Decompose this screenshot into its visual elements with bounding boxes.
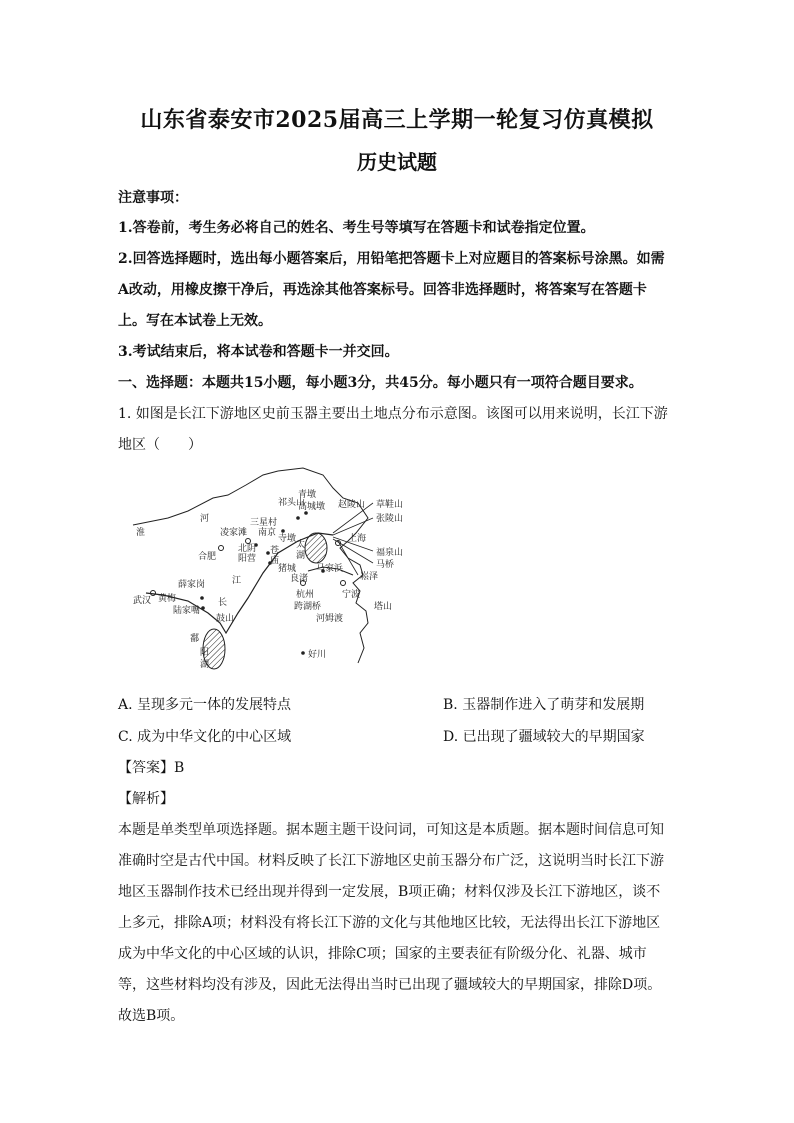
analysis-heading: 【解析】 bbox=[118, 791, 174, 807]
question-1-stem: 1. 如图是长江下游地区史前玉器主要出土地点分布示意图。该图可以用来说明，长江下游 bbox=[118, 406, 668, 422]
notes-heading: 注意事项： bbox=[118, 190, 188, 206]
option-c: C. 成为中华文化的中心区域 bbox=[118, 729, 292, 745]
map-label-zhangling: 张陵山 bbox=[376, 514, 404, 524]
map-label-yangying: 阳营 bbox=[238, 554, 257, 564]
map-label-maqiao: 马桥 bbox=[376, 560, 395, 570]
map-label-dongcheng: 猪城 bbox=[278, 564, 297, 574]
answer: 【答案】B bbox=[118, 760, 185, 776]
map-label-sidun: 寺墩 bbox=[278, 534, 297, 544]
map-label-po-2: 阳 bbox=[200, 648, 210, 658]
map-label-hemudu: 河姆渡 bbox=[316, 614, 344, 624]
map-label-majiabang: 马家浜 bbox=[316, 564, 344, 574]
note-item-2-end: 上。写在本试卷上无效。 bbox=[118, 313, 272, 329]
map-label-hefei: 合肥 bbox=[198, 552, 217, 562]
jade-site-map bbox=[128, 463, 418, 673]
map-label-shanghai: 上海 bbox=[348, 534, 367, 544]
map-label-chang: 长 bbox=[218, 598, 228, 608]
map-label-po-1: 鄱 bbox=[190, 634, 200, 644]
map-label-jiang: 江 bbox=[232, 576, 242, 586]
question-1-stem-cont: 地区（ ） bbox=[118, 437, 202, 453]
option-d: D. 已出现了疆域较大的早期国家 bbox=[443, 729, 645, 745]
taihu-lake bbox=[305, 533, 327, 563]
note-item-3: 3.考试结束后，将本试卷和答题卡一并交回。 bbox=[118, 344, 399, 360]
analysis-line-5: 成为中华文化的中心区域的认识，排除C项；国家的主要表征有阶级分化、礼器、城市 bbox=[118, 946, 647, 962]
map-label-beiyin: 北阴 bbox=[238, 544, 257, 554]
note-item-2: 2.回答选择题时，选出每小题答案后，用铅笔把答题卡上对应题目的答案标号涂黑。如需 bbox=[118, 251, 665, 267]
analysis-line-6: 等，这些材料均没有涉及，因此无法得出当时已出现了疆域较大的早期国家，排除D项。 bbox=[118, 977, 662, 993]
map-label-kuahuqiao: 跨湖桥 bbox=[294, 602, 322, 612]
map-label-miao: 庙 bbox=[270, 556, 280, 566]
map-label-caoxie: 草鞋山 bbox=[376, 500, 404, 510]
map-label-gaochengdun: 高城墩 bbox=[298, 502, 326, 512]
paper-subtitle: 历史试题 bbox=[357, 150, 437, 174]
map-label-nanjing: 南京 bbox=[258, 528, 277, 538]
analysis-line-2: 准确时空是古代中国。材料反映了长江下游地区史前玉器分布广泛，这说明当时长江下游 bbox=[118, 853, 664, 869]
section-heading: 一、选择题：本题共15小题，每小题3分，共45分。每小题只有一项符合题目要求。 bbox=[118, 375, 643, 391]
map-label-huai: 淮 bbox=[136, 528, 146, 538]
map-label-liangzhu: 良渚 bbox=[290, 574, 309, 584]
note-item-1: 1.答卷前，考生务必将自己的姓名、考生号等填写在答题卡和试卷指定位置。 bbox=[118, 220, 595, 236]
map-label-qitoushan: 祁头山 bbox=[278, 498, 306, 508]
option-a: A. 呈现多元一体的发展特点 bbox=[118, 697, 292, 713]
map-label-taihu-1: 太 bbox=[296, 540, 306, 550]
map-label-ningbo: 宁波 bbox=[342, 590, 361, 600]
map-label-po-3: 湖 bbox=[200, 660, 210, 670]
map-label-zhaoling: 赵陵山 bbox=[338, 500, 366, 510]
map-label-he: 河 bbox=[200, 514, 210, 524]
map-label-lujiazui: 陆家嘴 bbox=[173, 606, 201, 616]
analysis-line-3: 地区玉器制作技术已经出现并得到一定发展，B项正确；材料仅涉及长江下游地区，谈不 bbox=[118, 884, 661, 900]
option-b: B. 玉器制作进入了萌芽和发展期 bbox=[443, 697, 645, 713]
analysis-line-1: 本题是单类型单项选择题。据本题主题干设问词，可知这是本质题。据本题时间信息可知 bbox=[118, 822, 664, 838]
map-label-wuhan: 武汉 bbox=[133, 596, 152, 606]
map-label-songze: 崧泽 bbox=[360, 572, 379, 582]
map-label-fuquan: 福泉山 bbox=[376, 548, 404, 558]
map-label-lingjiatan: 凌家滩 bbox=[220, 528, 248, 538]
note-item-2-cont: A改动，用橡皮擦干净后，再选涂其他答案标号。回答非选择题时，将答案写在答题卡 bbox=[118, 282, 647, 298]
analysis-line-4: 上多元，排除A项；材料没有将长江下游的文化与其他地区比较，无法得出长江下游地区 bbox=[118, 915, 661, 931]
analysis-line-7: 故选B项。 bbox=[118, 1008, 185, 1024]
map-label-sanxingcun: 三星村 bbox=[250, 518, 278, 528]
map-label-hangzhou: 杭州 bbox=[296, 590, 315, 600]
map-label-huangmei: 黄梅 bbox=[158, 594, 177, 604]
map-label-haochuan: 好川 bbox=[308, 650, 327, 660]
map-label-qingdun: 青墩 bbox=[298, 490, 317, 500]
map-label-dushu: 苍 bbox=[270, 546, 280, 556]
paper-title: 山东省泰安市2025届高三上学期一轮复习仿真模拟 bbox=[140, 107, 654, 133]
map-label-tashan: 塔山 bbox=[374, 602, 393, 612]
map-label-taihu-2: 湖 bbox=[296, 551, 306, 561]
map-label-gushan: 鼓山 bbox=[216, 614, 235, 624]
map-label-xuejiagang: 薛家岗 bbox=[178, 580, 206, 590]
